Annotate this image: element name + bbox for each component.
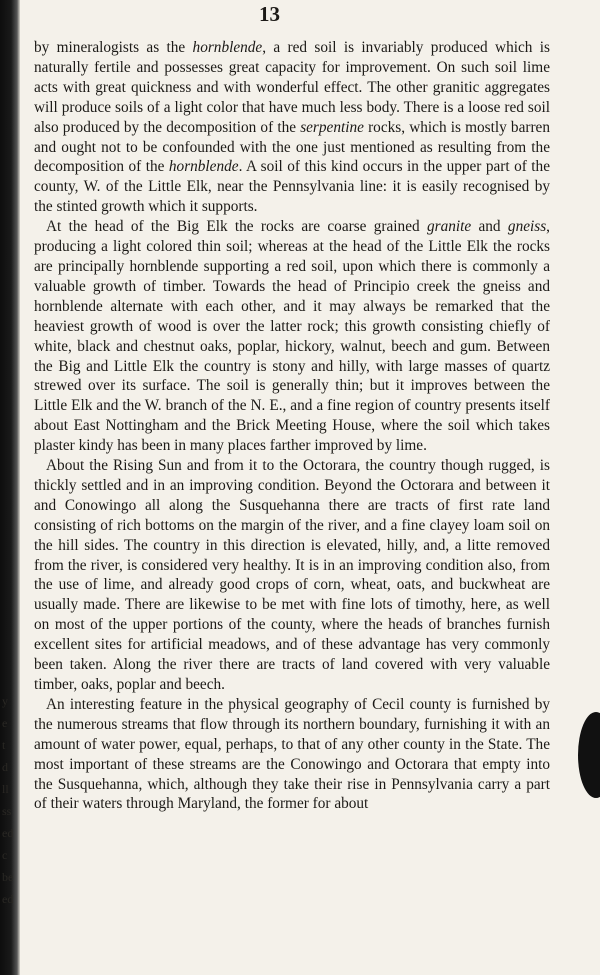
margin-fragment: ed — [2, 892, 14, 906]
margin-fragment: e — [2, 716, 8, 730]
italic-term: serpentine — [300, 118, 364, 136]
margin-fragment: ed — [2, 826, 14, 840]
italic-term: hornblende — [168, 158, 239, 176]
text-run: At the head of the Big Elk the rocks are coarse grained — [46, 218, 427, 236]
margin-fragment: y — [2, 694, 8, 708]
body-text — [34, 38, 550, 814]
paragraph — [34, 38, 550, 217]
margin-fragment: c — [2, 848, 8, 862]
text-run: by mineralogists as the — [34, 39, 193, 56]
margin-fragment: t — [2, 738, 6, 752]
italic-term: granite — [426, 218, 472, 236]
text-run: rocks, which is mostly barren and ought not to be confounded with the one just mentioned as resulting from the decomposition of the — [34, 118, 550, 176]
text-run: , producing a light colored thin soil; whereas at the head of the Little Elk the rocks are principally hornblende supporting a red soil, upon which there is commonly a valuable growth of timber. Towards the head of Principio creek the gneiss and hornblende alternate with each other, and it may always be remarked that the heaviest growth of wood is over the latter rock; this growth consisting chiefly of white, black and chestnut oaks, poplar, hickory, walnut, beech and gum. Between the Big and Little Elk the country is stony and hilly, with large masses of quartz strewed over its surface. The soil is generally thin; but it improves between the Little Elk and the W. branch of the N. E., and a fine region of country presents itself about East Nottingham and the Brick Meeting House, where the soil which takes plaster kindy has been in many places farther improved by lime. — [34, 218, 550, 455]
ink-blot — [578, 712, 600, 798]
text-run: . A soil of this kind occurs in the upper part of the county, W. of the Little Elk, near the Pennsylvania line: it is easily recognised by the stinted growth which it supports. — [34, 158, 550, 216]
adjacent-page-fragments — [2, 690, 22, 910]
page-number: 13 — [259, 2, 280, 26]
italic-term: hornblende — [192, 39, 263, 56]
text-run: An interesting feature in the physical geography of Cecil county is furnished by the numerous streams that flow through its northern boundary, furnishing it with an amount of water power, equal, perhaps, to that of any other county in the State. The most important of these streams are the Conowingo and Octorara that empty into the Susquehanna, which, although they take their rise in Pennsylvania carry a part of their waters through Maryland, the former for about — [34, 695, 550, 813]
text-run: and — [471, 218, 508, 236]
margin-fragment: ss — [2, 804, 12, 818]
margin-fragment: be — [2, 870, 14, 884]
margin-fragment: ll — [2, 782, 9, 796]
paragraph — [34, 695, 550, 814]
italic-term: gneiss — [507, 218, 547, 236]
text-run: About the Rising Sun and from it to the Octorara, the country though rugged, is thickly settled and in an improving condition. Beyond the Octorara and between it and Conowingo all along the Susquehanna there are tracts of first rate land consisting of rich bottoms on the margin of the river, and a fine clayey loam soil on the hill sides. The country in this direction is elevated, hilly, and, a litte removed from the river, is considered very healthy. It is in an improving condition also, from the use of lime, and already good crops of corn, wheat, oats, and buckwheat are usually made. There are likewise to be met with fine lots of timothy, here, as well on most of the upper portions of the county, where the heads of branches furnish excellent sites for artificial meadows, and of these advantage has very commonly been taken. Along the river there are tracts of land covered with very valuable timber, oaks, poplar and beech. — [34, 457, 550, 693]
paragraph — [34, 456, 550, 695]
paragraph — [34, 217, 550, 456]
text-run: , a red soil is invariably produced which is naturally fertile and possesses great capacity for improvement. On such soil lime acts with great quickness and with wonderful effect. The other granitic aggregates will produce soils of a light color that have much less body. There is a loose red soil also produced by the decomposition of the — [34, 39, 550, 136]
margin-fragment: d — [2, 760, 8, 774]
